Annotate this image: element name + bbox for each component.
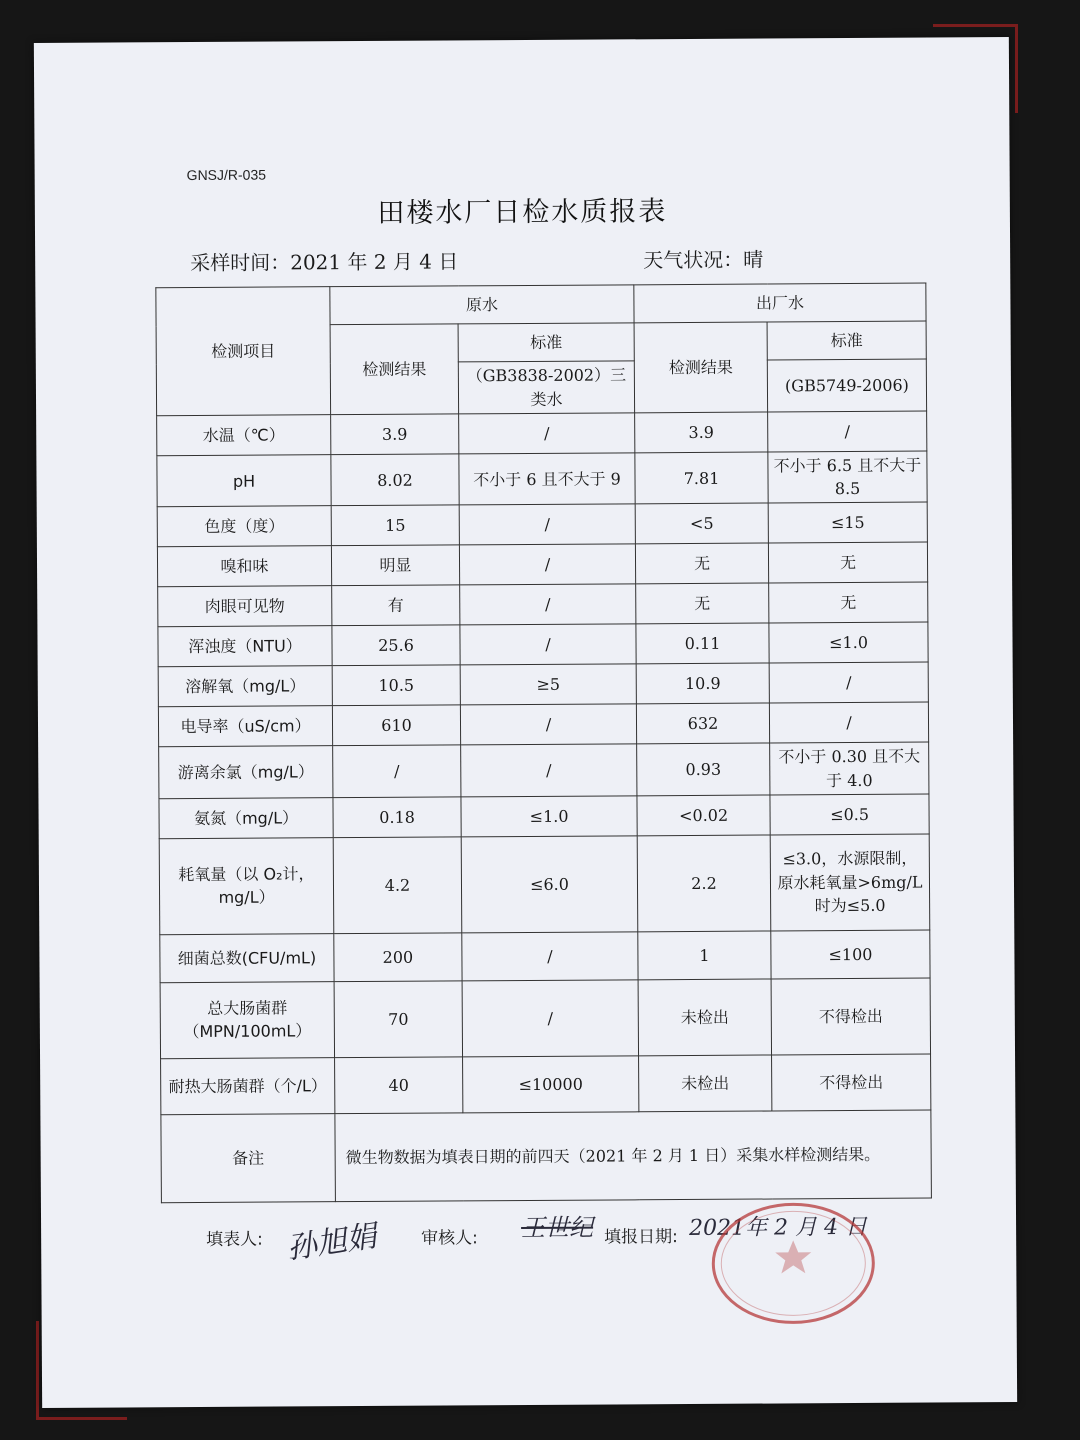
row-raw-result: 70 xyxy=(334,981,462,1058)
row-raw-result: / xyxy=(333,745,461,797)
table-row xyxy=(157,502,927,547)
remark-text: 微生物数据为填表日期的前四天（2021 年 2 月 1 日）采集水样检测结果。 xyxy=(335,1110,932,1202)
row-item-label: 浑浊度（NTU） xyxy=(158,626,332,667)
row-out-result: 10.9 xyxy=(636,663,769,704)
row-out-result: 3.9 xyxy=(635,412,768,453)
row-raw-standard: / xyxy=(462,980,638,1057)
header-raw-result: 检测结果 xyxy=(330,324,459,415)
row-out-standard: ≤1.0 xyxy=(769,622,928,663)
row-raw-result: 10.5 xyxy=(332,665,460,706)
row-out-result: 无 xyxy=(636,583,769,624)
row-item-label: 色度（度） xyxy=(157,506,331,547)
table-row xyxy=(160,978,930,1059)
row-raw-standard: / xyxy=(462,932,638,981)
remark-label: 备注 xyxy=(161,1113,336,1202)
row-raw-result: 25.6 xyxy=(332,625,460,666)
row-out-standard: 无 xyxy=(768,542,927,583)
table-row xyxy=(159,834,930,935)
table-row xyxy=(157,451,927,507)
row-out-result: <0.02 xyxy=(637,795,770,836)
row-raw-standard: / xyxy=(460,704,636,745)
row-raw-result: 200 xyxy=(334,933,462,982)
row-raw-result: 3.9 xyxy=(331,414,459,455)
row-out-result: <5 xyxy=(635,503,768,544)
row-item-label: 水温（℃） xyxy=(157,415,331,456)
out-standard-ref: (GB5749-2006) xyxy=(767,359,926,412)
row-out-result: 7.81 xyxy=(635,452,768,504)
row-raw-standard: ≤10000 xyxy=(463,1056,639,1113)
row-out-result: 未检出 xyxy=(639,1055,772,1112)
table-row xyxy=(158,702,928,747)
row-out-standard: 无 xyxy=(769,582,928,623)
sample-time: 采样时间：2021 年 2 月 4 日 xyxy=(190,249,459,276)
row-item-label: 氨氮（mg/L） xyxy=(159,797,333,838)
table-row xyxy=(159,794,929,839)
paper-sheet xyxy=(34,37,1017,1408)
table-row xyxy=(158,662,928,707)
row-item-label: 游离余氯（mg/L） xyxy=(159,746,333,798)
table-row xyxy=(157,411,927,456)
row-raw-result: 4.2 xyxy=(333,837,462,934)
row-raw-standard: / xyxy=(459,504,635,545)
row-out-result: 632 xyxy=(636,703,769,744)
row-raw-result: 15 xyxy=(331,505,459,546)
row-raw-result: 610 xyxy=(332,705,460,746)
header-finished-water: 出厂水 xyxy=(634,283,926,323)
row-out-standard: / xyxy=(769,702,928,743)
row-out-result: 1 xyxy=(638,931,771,980)
row-raw-standard: / xyxy=(460,624,636,665)
row-out-standard: 不得检出 xyxy=(771,978,930,1055)
row-item-label: pH xyxy=(157,455,331,507)
row-out-standard: ≤0.5 xyxy=(770,794,929,835)
table-row xyxy=(158,622,928,667)
header-out-standard: 标准 xyxy=(767,321,926,360)
weather: 天气状况：晴 xyxy=(643,247,764,273)
row-raw-standard: / xyxy=(459,413,635,454)
row-out-standard: 不得检出 xyxy=(772,1054,931,1111)
row-item-label: 嗅和味 xyxy=(157,546,331,587)
row-raw-result: 明显 xyxy=(331,545,459,586)
row-out-result: 2.2 xyxy=(637,835,771,932)
row-item-label: 耗氧量（以 O₂计，mg/L） xyxy=(159,837,334,934)
row-out-result: 0.11 xyxy=(636,623,769,664)
header-raw-water: 原水 xyxy=(330,285,634,325)
header-item: 检测项目 xyxy=(156,287,331,416)
row-raw-standard: / xyxy=(461,744,637,796)
row-raw-result: 0.18 xyxy=(333,797,461,838)
row-raw-standard: ≤6.0 xyxy=(461,836,638,933)
row-raw-standard: ≤1.0 xyxy=(461,796,637,837)
row-raw-standard: / xyxy=(459,544,635,585)
header-out-result: 检测结果 xyxy=(634,322,768,413)
row-out-standard: / xyxy=(769,662,928,703)
table-row xyxy=(158,582,928,627)
remark-row xyxy=(161,1110,932,1203)
row-out-standard: 不小于 0.30 且不大于 4.0 xyxy=(770,742,929,794)
filler-label: 填表人: xyxy=(206,1229,263,1250)
raw-standard-ref: （GB3838-2002）三类水 xyxy=(458,361,634,414)
table-row xyxy=(157,542,927,587)
row-out-result: 0.93 xyxy=(637,743,770,795)
row-item-label: 溶解氧（mg/L） xyxy=(158,666,332,707)
reviewer-signature: 王世纪 xyxy=(521,1213,594,1243)
row-out-standard: ≤3.0，水源限制，原水耗氧量>6mg/L 时为≤5.0 xyxy=(770,834,930,931)
row-raw-standard: ≥5 xyxy=(460,664,636,705)
table-row xyxy=(161,1054,931,1115)
row-item-label: 总大肠菌群（MPN/100mL） xyxy=(160,981,334,1058)
row-out-standard: 不小于 6.5 且不大于 8.5 xyxy=(768,451,927,503)
row-item-label: 耐热大肠菌群（个/L） xyxy=(161,1057,335,1114)
table-row xyxy=(160,930,930,983)
official-seal-stamp xyxy=(709,1200,878,1327)
row-out-standard: / xyxy=(768,411,927,452)
filler-signature: 孙旭娟 xyxy=(284,1218,379,1267)
row-out-result: 无 xyxy=(635,543,768,584)
table-row xyxy=(159,742,929,798)
report-date-value: 2021年 2 月 4 日 xyxy=(689,1214,868,1242)
row-raw-standard: 不小于 6 且不大于 9 xyxy=(459,453,635,505)
row-item-label: 细菌总数(CFU/mL) xyxy=(160,933,334,982)
report-title: 田楼水厂日检水质报表 xyxy=(377,196,668,229)
row-raw-result: 8.02 xyxy=(331,454,459,506)
water-quality-table xyxy=(155,283,932,1203)
row-out-standard: ≤15 xyxy=(768,502,927,543)
header-raw-standard: 标准 xyxy=(458,323,634,362)
row-raw-standard: / xyxy=(460,584,636,625)
reviewer-label: 审核人: xyxy=(421,1228,478,1249)
row-item-label: 电导率（uS/cm） xyxy=(158,706,332,747)
row-raw-result: 40 xyxy=(335,1057,463,1114)
row-out-standard: ≤100 xyxy=(771,930,930,979)
row-out-result: 未检出 xyxy=(638,979,771,1056)
document-code: GNSJ/R-035 xyxy=(186,166,267,184)
row-item-label: 肉眼可见物 xyxy=(158,586,332,627)
row-raw-result: 有 xyxy=(332,585,460,626)
report-date-label: 填报日期: xyxy=(604,1227,678,1248)
